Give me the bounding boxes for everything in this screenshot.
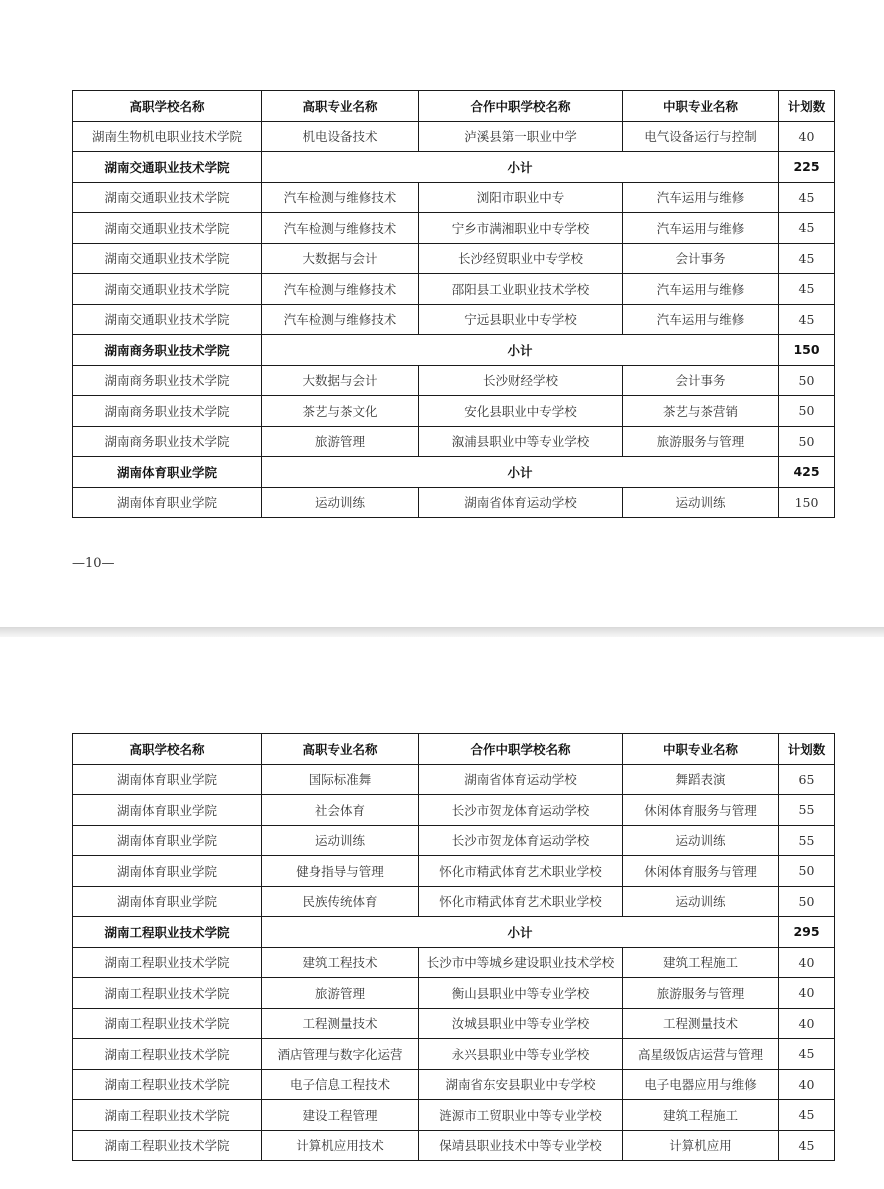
cell-higher-vocational-major: 电子信息工程技术: [262, 1069, 419, 1100]
cell-plan-count: 50: [779, 886, 835, 917]
cell-secondary-major: 高星级饭店运营与管理: [623, 1039, 779, 1070]
cell-secondary-major: 旅游服务与管理: [623, 426, 779, 457]
cell-secondary-major: 休闲体育服务与管理: [623, 856, 779, 887]
header-secondary-major: 中职专业名称: [623, 734, 779, 765]
table-row: [73, 304, 835, 335]
cell-secondary-major: 舞蹈表演: [623, 764, 779, 795]
cell-higher-vocational-school: 湖南商务职业技术学院: [73, 396, 262, 427]
cell-secondary-major: 汽车运用与维修: [623, 182, 779, 213]
cell-partner-secondary-school: 湖南省体育运动学校: [419, 487, 623, 518]
cell-secondary-major: 运动训练: [623, 487, 779, 518]
cell-higher-vocational-major: 酒店管理与数字化运营: [262, 1039, 419, 1070]
cell-higher-vocational-major: 机电设备技术: [262, 121, 419, 152]
cell-secondary-major: 茶艺与茶营销: [623, 396, 779, 427]
cell-higher-vocational-school: 湖南工程职业技术学院: [73, 1130, 262, 1161]
cell-partner-secondary-school: 长沙市贺龙体育运动学校: [419, 795, 623, 826]
cell-higher-vocational-school: 湖南交通职业技术学院: [73, 213, 262, 244]
cell-higher-vocational-major: 汽车检测与维修技术: [262, 182, 419, 213]
cell-partner-secondary-school: 保靖县职业技术中等专业学校: [419, 1130, 623, 1161]
cell-higher-vocational-major: 汽车检测与维修技术: [262, 274, 419, 305]
table-row: [73, 795, 835, 826]
cell-higher-vocational-school: 湖南工程职业技术学院: [73, 978, 262, 1009]
cell-higher-vocational-school: 湖南体育职业学院: [73, 825, 262, 856]
enrollment-plan-table-2: [72, 733, 835, 1161]
cell-higher-vocational-major: 建设工程管理: [262, 1100, 419, 1131]
table-row: [73, 978, 835, 1009]
cell-plan-count: 45: [779, 1130, 835, 1161]
cell-plan-count: 50: [779, 365, 835, 396]
cell-partner-secondary-school: 长沙市中等城乡建设职业技术学校: [419, 947, 623, 978]
cell-plan-count: 40: [779, 121, 835, 152]
cell-higher-vocational-school: 湖南工程职业技术学院: [73, 1100, 262, 1131]
cell-plan-count: 45: [779, 1039, 835, 1070]
cell-higher-vocational-major: 运动训练: [262, 825, 419, 856]
cell-plan-count: 45: [779, 274, 835, 305]
cell-partner-secondary-school: 怀化市精武体育艺术职业学校: [419, 856, 623, 887]
header-secondary-major: 中职专业名称: [623, 91, 779, 122]
header-plan-count: 计划数: [779, 734, 835, 765]
cell-plan-count: 40: [779, 947, 835, 978]
cell-higher-vocational-school: 湖南交通职业技术学院: [73, 304, 262, 335]
header-higher-vocational-major: 高职专业名称: [262, 734, 419, 765]
table-row: [73, 121, 835, 152]
subtotal-row: [73, 917, 835, 948]
cell-partner-secondary-school: 长沙市贺龙体育运动学校: [419, 825, 623, 856]
cell-higher-vocational-major: 计算机应用技术: [262, 1130, 419, 1161]
subtotal-total: 225: [779, 152, 835, 183]
cell-higher-vocational-school: 湖南生物机电职业技术学院: [73, 121, 262, 152]
header-higher-vocational-school: 高职学校名称: [73, 91, 262, 122]
cell-higher-vocational-major: 社会体育: [262, 795, 419, 826]
cell-partner-secondary-school: 长沙经贸职业中专学校: [419, 243, 623, 274]
cell-partner-secondary-school: 涟源市工贸职业中等专业学校: [419, 1100, 623, 1131]
cell-plan-count: 65: [779, 764, 835, 795]
cell-secondary-major: 旅游服务与管理: [623, 978, 779, 1009]
cell-secondary-major: 汽车运用与维修: [623, 213, 779, 244]
cell-higher-vocational-major: 旅游管理: [262, 978, 419, 1009]
cell-higher-vocational-school: 湖南工程职业技术学院: [73, 947, 262, 978]
cell-secondary-major: 汽车运用与维修: [623, 304, 779, 335]
table-row: [73, 213, 835, 244]
table-row: [73, 764, 835, 795]
table-row: [73, 274, 835, 305]
cell-higher-vocational-major: 运动训练: [262, 487, 419, 518]
subtotal-school-name: 湖南交通职业技术学院: [73, 152, 262, 183]
table-row: [73, 856, 835, 887]
table-row: [73, 947, 835, 978]
cell-higher-vocational-school: 湖南工程职业技术学院: [73, 1069, 262, 1100]
cell-secondary-major: 运动训练: [623, 825, 779, 856]
table-row: [73, 396, 835, 427]
header-partner-secondary-school: 合作中职学校名称: [419, 734, 623, 765]
cell-partner-secondary-school: 汝城县职业中等专业学校: [419, 1008, 623, 1039]
table-body: [73, 764, 835, 1161]
cell-higher-vocational-school: 湖南商务职业技术学院: [73, 365, 262, 396]
cell-higher-vocational-school: 湖南交通职业技术学院: [73, 274, 262, 305]
cell-higher-vocational-school: 湖南商务职业技术学院: [73, 426, 262, 457]
cell-partner-secondary-school: 安化县职业中专学校: [419, 396, 623, 427]
cell-partner-secondary-school: 泸溪县第一职业中学: [419, 121, 623, 152]
cell-higher-vocational-major: 工程测量技术: [262, 1008, 419, 1039]
table-row: [73, 1008, 835, 1039]
subtotal-label: 小计: [262, 917, 779, 948]
table-row: [73, 487, 835, 518]
cell-higher-vocational-school: 湖南工程职业技术学院: [73, 1008, 262, 1039]
cell-secondary-major: 会计事务: [623, 243, 779, 274]
cell-plan-count: 45: [779, 1100, 835, 1131]
cell-higher-vocational-major: 健身指导与管理: [262, 856, 419, 887]
cell-secondary-major: 汽车运用与维修: [623, 274, 779, 305]
table-row: [73, 886, 835, 917]
cell-plan-count: 45: [779, 304, 835, 335]
cell-partner-secondary-school: 永兴县职业中等专业学校: [419, 1039, 623, 1070]
cell-higher-vocational-major: 国际标准舞: [262, 764, 419, 795]
table-header-row: [73, 91, 835, 122]
cell-partner-secondary-school: 衡山县职业中等专业学校: [419, 978, 623, 1009]
subtotal-total: 425: [779, 457, 835, 488]
table-row: [73, 1069, 835, 1100]
cell-secondary-major: 电气设备运行与控制: [623, 121, 779, 152]
subtotal-school-name: 湖南工程职业技术学院: [73, 917, 262, 948]
cell-higher-vocational-major: 大数据与会计: [262, 365, 419, 396]
table-row: [73, 1100, 835, 1131]
document-page-2: [0, 637, 884, 1189]
cell-partner-secondary-school: 浏阳市职业中专: [419, 182, 623, 213]
subtotal-row: [73, 152, 835, 183]
cell-plan-count: 50: [779, 856, 835, 887]
cell-secondary-major: 建筑工程施工: [623, 947, 779, 978]
cell-higher-vocational-school: 湖南体育职业学院: [73, 764, 262, 795]
table-body: [73, 121, 835, 518]
cell-plan-count: 45: [779, 243, 835, 274]
cell-higher-vocational-major: 旅游管理: [262, 426, 419, 457]
cell-plan-count: 50: [779, 396, 835, 427]
cell-partner-secondary-school: 邵阳县工业职业技术学校: [419, 274, 623, 305]
cell-partner-secondary-school: 长沙财经学校: [419, 365, 623, 396]
enrollment-plan-table-1: [72, 90, 835, 518]
subtotal-school-name: 湖南商务职业技术学院: [73, 335, 262, 366]
cell-higher-vocational-major: 大数据与会计: [262, 243, 419, 274]
cell-plan-count: 45: [779, 182, 835, 213]
cell-secondary-major: 电子电器应用与维修: [623, 1069, 779, 1100]
header-higher-vocational-major: 高职专业名称: [262, 91, 419, 122]
cell-higher-vocational-major: 建筑工程技术: [262, 947, 419, 978]
table-row: [73, 825, 835, 856]
page-number: —10—: [72, 556, 115, 571]
table-header-row: [73, 734, 835, 765]
cell-plan-count: 40: [779, 1069, 835, 1100]
cell-secondary-major: 建筑工程施工: [623, 1100, 779, 1131]
cell-partner-secondary-school: 湖南省体育运动学校: [419, 764, 623, 795]
cell-plan-count: 55: [779, 825, 835, 856]
cell-higher-vocational-school: 湖南体育职业学院: [73, 856, 262, 887]
subtotal-label: 小计: [262, 457, 779, 488]
table-row: [73, 1130, 835, 1161]
cell-partner-secondary-school: 宁乡市满湘职业中专学校: [419, 213, 623, 244]
cell-partner-secondary-school: 怀化市精武体育艺术职业学校: [419, 886, 623, 917]
header-higher-vocational-school: 高职学校名称: [73, 734, 262, 765]
page-separator: [0, 627, 884, 637]
cell-higher-vocational-major: 汽车检测与维修技术: [262, 304, 419, 335]
cell-secondary-major: 休闲体育服务与管理: [623, 795, 779, 826]
cell-secondary-major: 计算机应用: [623, 1130, 779, 1161]
subtotal-label: 小计: [262, 152, 779, 183]
subtotal-total: 150: [779, 335, 835, 366]
header-plan-count: 计划数: [779, 91, 835, 122]
cell-higher-vocational-major: 民族传统体育: [262, 886, 419, 917]
cell-higher-vocational-school: 湖南体育职业学院: [73, 886, 262, 917]
cell-secondary-major: 运动训练: [623, 886, 779, 917]
cell-secondary-major: 工程测量技术: [623, 1008, 779, 1039]
table-row: [73, 182, 835, 213]
subtotal-total: 295: [779, 917, 835, 948]
table-row: [73, 365, 835, 396]
subtotal-row: [73, 335, 835, 366]
cell-higher-vocational-school: 湖南体育职业学院: [73, 487, 262, 518]
cell-higher-vocational-school: 湖南交通职业技术学院: [73, 182, 262, 213]
subtotal-row: [73, 457, 835, 488]
cell-higher-vocational-school: 湖南交通职业技术学院: [73, 243, 262, 274]
cell-plan-count: 45: [779, 213, 835, 244]
subtotal-label: 小计: [262, 335, 779, 366]
table-row: [73, 426, 835, 457]
table-row: [73, 243, 835, 274]
cell-secondary-major: 会计事务: [623, 365, 779, 396]
cell-plan-count: 40: [779, 978, 835, 1009]
cell-higher-vocational-school: 湖南体育职业学院: [73, 795, 262, 826]
cell-partner-secondary-school: 宁远县职业中专学校: [419, 304, 623, 335]
cell-higher-vocational-major: 茶艺与茶文化: [262, 396, 419, 427]
cell-plan-count: 50: [779, 426, 835, 457]
cell-partner-secondary-school: 湖南省东安县职业中专学校: [419, 1069, 623, 1100]
cell-plan-count: 150: [779, 487, 835, 518]
cell-higher-vocational-school: 湖南工程职业技术学院: [73, 1039, 262, 1070]
cell-higher-vocational-major: 汽车检测与维修技术: [262, 213, 419, 244]
subtotal-school-name: 湖南体育职业学院: [73, 457, 262, 488]
cell-plan-count: 55: [779, 795, 835, 826]
cell-plan-count: 40: [779, 1008, 835, 1039]
header-partner-secondary-school: 合作中职学校名称: [419, 91, 623, 122]
table-row: [73, 1039, 835, 1070]
cell-partner-secondary-school: 溆浦县职业中等专业学校: [419, 426, 623, 457]
